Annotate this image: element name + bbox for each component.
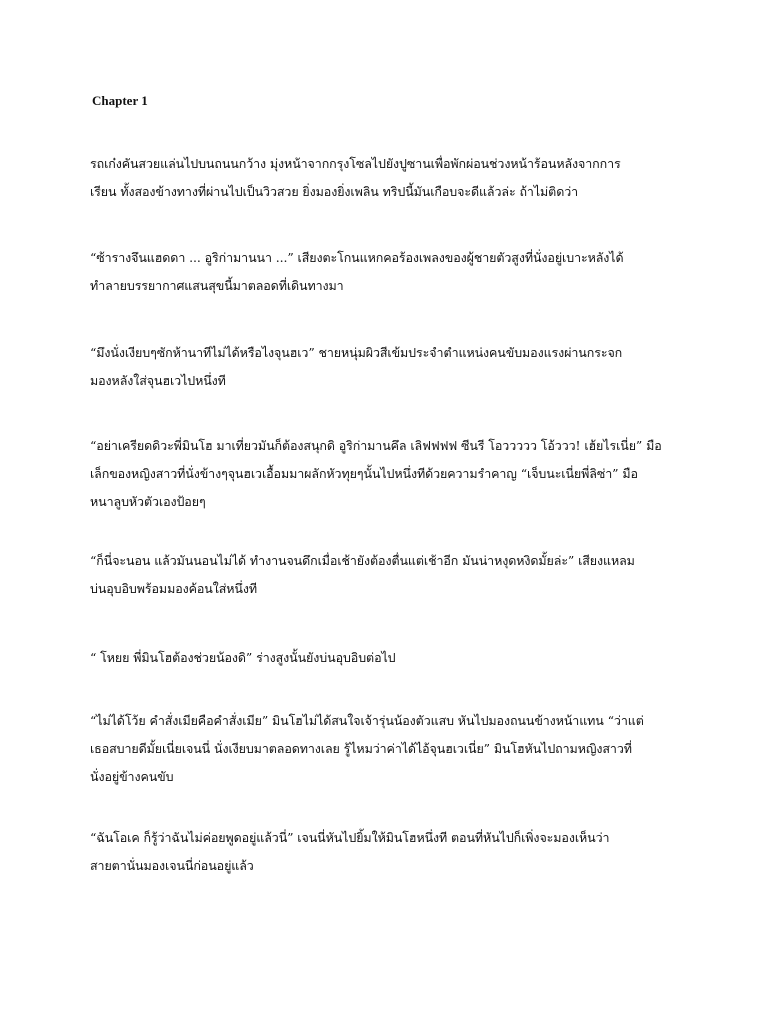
paragraph-line: บ่นอุบอิบพร้อมมองค้อนใส่หนึ่งที <box>90 581 257 596</box>
paragraph-5 <box>90 547 680 603</box>
paragraph-line: “ฉันโอเค ก็รู้ว่าฉันไม่ค่อยพูดอยู่แล้วนี่” เจนนี่หันไปยิ้มให้มินโฮหนึ่งที ตอนที่หันไปก็เพิ่งจะมองเห็นว่า <box>90 830 610 845</box>
paragraph-line: เล็กของหญิงสาวที่นั่งข้างๆจุนฮเวเอื้อมมาผลักหัวทุยๆนั้นไปหนึ่งทีด้วยความรำคาญ “เจ็บนะเนี่ยพี่ลิซ่า” มือ <box>90 466 638 481</box>
paragraph-8 <box>90 824 680 880</box>
paragraph-line: “อย่าเครียดดิวะพี่มินโฮ มาเที่ยวมันก็ต้องสนุกดิ อูริก่ามานคึล เลิฟฟฟฟ ซีนรี โอววววว โอ้ววว! เฮ้ยไรเนี่ย” มือ <box>90 438 662 453</box>
chapter-title: Chapter 1 <box>92 93 148 108</box>
paragraph-line: นั่งอยู่ข้างคนขับ <box>90 769 174 784</box>
paragraph-line: “ก็นี่จะนอน แล้วมันนอนไม่ได้ ทำงานจนดึกเมื่อเช้ายังต้องตื่นแต่เช้าอีก มันน่าหงุดหงิดมั้ยล่ะ” เสียงแหลม <box>90 553 635 568</box>
paragraph-line: สายตานั่นมองเจนนี่ก่อนอยู่แล้ว <box>90 858 254 873</box>
paragraph-line: “ซ้ารางจึนแฮดดา ... อูริก่ามานนา ...” เสียงตะโกนแหกคอร้องเพลงของผู้ชายตัวสูงที่นั่งอยู่เบาะหลังได้ <box>90 250 624 265</box>
paragraph-3 <box>90 339 680 395</box>
paragraph-line: “ โหยย พี่มินโฮต้องช่วยน้องดิ” ร่างสูงนั้นยังบ่นอุบอิบต่อไป <box>90 650 396 665</box>
paragraph-line: ทำลายบรรยากาศแสนสุขนี้มาตลอดที่เดินทางมา <box>90 278 344 293</box>
paragraph-2 <box>90 244 680 300</box>
paragraph-6 <box>90 644 680 672</box>
paragraph-line: เธอสบายดีมั้ยเนี่ยเจนนี่ นั่งเงียบมาตลอดทางเลย รู้ไหมว่าค่าได้ไอ้จุนฮเวเนี่ย” มินโฮหันไปถามหญิงสาวที่ <box>90 741 632 756</box>
paragraph-7 <box>90 707 680 791</box>
paragraph-1 <box>90 150 680 206</box>
paragraph-line: รถเก๋งคันสวยแล่นไปบนถนนกว้าง มุ่งหน้าจากกรุงโซลไปยังปูซานเพื่อพักผ่อนช่วงหน้าร้อนหลังจากการ <box>90 156 621 171</box>
paragraph-line: มองหลังใส่จุนฮเวไปหนึ่งที <box>90 373 226 388</box>
paragraph-line: หนาลูบหัวตัวเองป้อยๆ <box>90 494 206 509</box>
paragraph-line: “มึงนั่งเงียบๆซักห้านาทีไม่ได้หรือไงจุนฮเว” ชายหนุ่มผิวสีเข้มประจำตำแหน่งคนขับมองแรงผ่านกระจก <box>90 345 623 360</box>
paragraph-line: เรียน ทั้งสองข้างทางที่ผ่านไปเป็นวิวสวย ยิ่งมองยิ่งเพลิน ทริปนี้มันเกือบจะดีแล้วล่ะ ถ้าไม่ติดว่า <box>90 184 579 199</box>
paragraph-4 <box>90 432 680 516</box>
paragraph-line: “ไม่ได้โว้ย คำสั่งเมียคือคำสั่งเมีย” มินโฮไม่ได้สนใจเจ้ารุ่นน้องตัวแสบ หันไปมองถนนข้างหน้าแทน “ว่าแต่ <box>90 713 644 728</box>
